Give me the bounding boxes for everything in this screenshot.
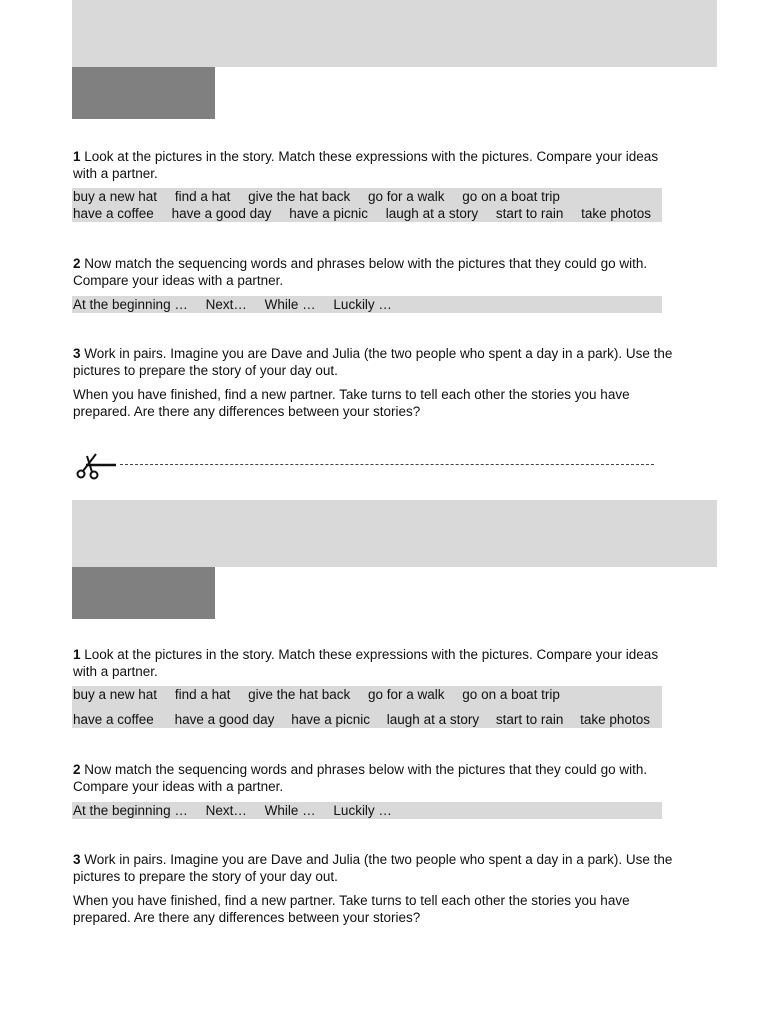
expression: have a coffee: [73, 712, 154, 727]
expression: start to rain: [495, 206, 564, 221]
question-3: [73, 345, 673, 379]
question-number: 2: [73, 762, 81, 777]
expression: go on a boat trip: [462, 687, 560, 702]
expression: go for a walk: [367, 687, 445, 702]
expression: have a coffee: [73, 206, 154, 221]
sequencing-box: [72, 802, 662, 819]
scissors-icon: [74, 452, 118, 480]
expressions-row-1: [72, 188, 662, 205]
expressions-row-2: [72, 711, 662, 728]
header-bar: [72, 0, 717, 67]
worksheet-section-2: [0, 500, 768, 970]
cut-line: [120, 464, 654, 465]
question-number: 3: [73, 852, 81, 867]
expression: find a hat: [174, 687, 231, 702]
sequencing-phrase: At the beginning …: [73, 803, 188, 818]
sequencing-phrase: Next…: [205, 803, 247, 818]
question-number: 3: [73, 346, 81, 361]
question-2: [73, 761, 673, 795]
header-tab: [72, 567, 215, 619]
question-number: 2: [73, 256, 81, 271]
sequencing-box: [72, 296, 662, 313]
sequencing-phrase: At the beginning …: [73, 297, 188, 312]
sequencing-phrase: While …: [264, 803, 316, 818]
header-bar: [72, 500, 717, 567]
question-text: Now match the sequencing words and phrases below with the pictures that they could go with. Compare your ideas with a partner.: [73, 256, 648, 288]
expression: have a good day: [174, 712, 275, 727]
question-2: [73, 255, 673, 289]
expression: buy a new hat: [73, 189, 158, 204]
expressions-row-1: [72, 686, 662, 703]
expression: laugh at a story: [386, 712, 480, 727]
sequencing-phrase: Next…: [205, 297, 247, 312]
expression: take photos: [581, 206, 651, 221]
expressions-row-2: [72, 205, 662, 222]
question-1: [73, 646, 673, 680]
expressions-box: [72, 686, 662, 728]
expressions-box: [72, 188, 662, 222]
expression: laugh at a story: [385, 206, 479, 221]
expression: give the hat back: [248, 189, 351, 204]
sequencing-row: [72, 296, 662, 313]
question-3-followup: When you have finished, find a new partner. Take turns to tell each other the stories you have prepared. Are there any differences between your stories?: [73, 387, 630, 419]
expression: start to rain: [495, 712, 564, 727]
expression: have a picnic: [289, 206, 369, 221]
sequencing-phrase: Luckily …: [333, 803, 392, 818]
question-1: [73, 148, 673, 182]
question-text: Work in pairs. Imagine you are Dave and Julia (the two people who spent a day in a park). Use the pictures to prepare the story of your day out.: [73, 346, 673, 378]
question-3-followup: When you have finished, find a new partner. Take turns to tell each other the stories you have prepared. Are there any differences between your stories?: [73, 893, 630, 925]
expression: give the hat back: [248, 687, 351, 702]
worksheet-section-1: [0, 0, 768, 470]
question-number: 1: [73, 647, 81, 662]
expression: have a good day: [171, 206, 272, 221]
sequencing-phrase: While …: [264, 297, 316, 312]
header-tab: [72, 67, 215, 119]
question-text: Look at the pictures in the story. Match these expressions with the pictures. Compare your ideas with a partner.: [73, 647, 659, 679]
sequencing-phrase: Luckily …: [333, 297, 392, 312]
expression: have a picnic: [291, 712, 371, 727]
question-number: 1: [73, 149, 81, 164]
question-text: Now match the sequencing words and phrases below with the pictures that they could go with. Compare your ideas with a partner.: [73, 762, 648, 794]
expression: take photos: [580, 712, 650, 727]
question-text: Look at the pictures in the story. Match these expressions with the pictures. Compare your ideas with a partner.: [73, 149, 659, 181]
question-3: [73, 851, 673, 885]
expression: go for a walk: [367, 189, 445, 204]
expression: buy a new hat: [73, 687, 158, 702]
question-text: Work in pairs. Imagine you are Dave and Julia (the two people who spent a day in a park). Use the pictures to prepare the story of your day out.: [73, 852, 673, 884]
expression: go on a boat trip: [462, 189, 560, 204]
sequencing-row: [72, 802, 662, 819]
expression: find a hat: [174, 189, 231, 204]
